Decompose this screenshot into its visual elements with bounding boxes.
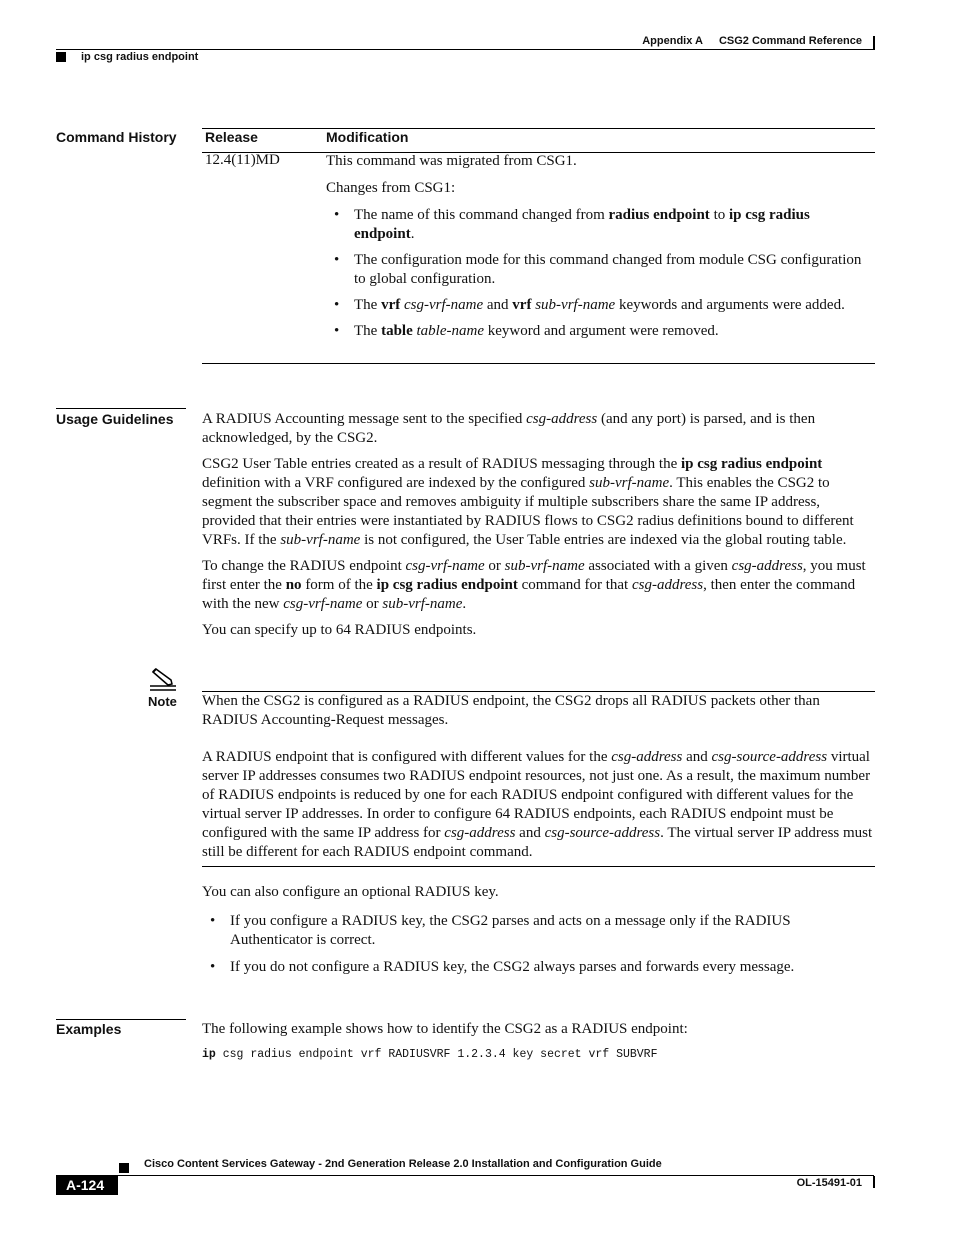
note-body	[202, 692, 875, 869]
header-block	[56, 52, 66, 62]
footer-bar	[873, 1176, 875, 1188]
usage-section-rule	[56, 408, 186, 409]
modification-cell	[326, 152, 871, 348]
usage-body	[202, 410, 875, 647]
footer-book-title: Cisco Content Services Gateway - 2nd Generation Release 2.0 Installation and Configuration Guide	[144, 1158, 662, 1170]
column-header-modification: Modification	[326, 129, 409, 145]
usage-paragraph-5: You can also configure an optional RADIUS key.	[202, 884, 499, 900]
release-cell: 12.4(11)MD	[205, 152, 280, 168]
header-bar	[873, 36, 875, 50]
column-header-release: Release	[205, 129, 258, 145]
changes-intro: Changes from CSG1:	[326, 180, 456, 196]
appendix-label: Appendix A	[642, 35, 703, 47]
footer-block	[119, 1163, 129, 1173]
usage-paragraph-1: A RADIUS Accounting message sent to the specified csg-address (and any port) is parsed, and is then acknowledged, by the CSG2.	[202, 411, 816, 446]
page-number: A-124	[56, 1175, 118, 1195]
command-history-label: Command History	[56, 129, 177, 145]
radius-key-list	[202, 912, 875, 977]
table-bottom-rule	[202, 363, 875, 364]
code-text: csg radius endpoint vrf RADIUSVRF 1.2.3.4 key secret vrf SUBVRF	[215, 1048, 658, 1061]
note-bottom-rule	[202, 866, 875, 867]
document-id: OL-15491-01	[796, 1177, 862, 1189]
note-paragraph-2: A RADIUS endpoint that is configured with different values for the csg-address and csg-source-address virtual server IP addresses consumes two RADIUS endpoint resources, not just one. As a result, the maximum number of RADIUS endpoints is reduced by one for each RADIUS endpoint configured with different values for the virtual server IP addresses. In order to configure 64 RADIUS endpoints, each RADIUS endpoint must be configured with the same IP address for csg-address and csg-source-address. The virtual server IP address must still be different for each RADIUS endpoint command.	[202, 749, 873, 860]
usage-paragraph-2: CSG2 User Table entries created as a result of RADIUS messaging through the ip csg radius endpoint definition with a VRF configured are indexed by the configured sub-vrf-name. This enables the CSG2 to segment the subscriber space and removes ambiguity if multiple subscribers share the same IP address, provided that their entries were instantiated by RADIUS flows to CSG2 radius definitions bound to different VRFs. If the sub-vrf-name is not configured, the User Table entries are indexed via the global routing table.	[202, 456, 854, 548]
list-item: • The vrf csg-vrf-name and vrf sub-vrf-name keywords and arguments were added.	[334, 297, 845, 313]
list-item: • The table table-name keyword and argument were removed.	[334, 323, 719, 339]
usage-paragraph-4: You can specify up to 64 RADIUS endpoints.	[202, 622, 477, 638]
examples-intro: The following example shows how to identify the CSG2 as a RADIUS endpoint:	[202, 1021, 688, 1037]
running-header-right	[642, 35, 862, 47]
usage-paragraph-3: To change the RADIUS endpoint csg-vrf-name or sub-vrf-name associated with a given csg-address, you must first enter the no form of the ip csg radius endpoint command for that csg-address, then enter the command with the new csg-vrf-name or sub-vrf-name.	[202, 558, 866, 612]
usage-body-after-note	[202, 883, 875, 984]
example-code	[202, 1048, 657, 1061]
header-command: ip csg radius endpoint	[81, 51, 199, 63]
usage-guidelines-label: Usage Guidelines	[56, 411, 174, 427]
list-item: • The configuration mode for this command changed from module CSG configuration to global configuration.	[334, 252, 862, 287]
note-label: Note	[148, 694, 177, 709]
examples-section-rule	[56, 1019, 186, 1020]
pencil-note-icon	[148, 668, 178, 692]
list-item: • If you do not configure a RADIUS key, the CSG2 always parses and forwards every message.	[210, 959, 795, 975]
list-item: • If you configure a RADIUS key, the CSG2 parses and acts on a message only if the RADIUS Authenticator is correct.	[210, 913, 791, 948]
footer-rule	[117, 1175, 874, 1176]
table-top-rule	[202, 128, 875, 129]
chapter-title: CSG2 Command Reference	[718, 35, 862, 47]
header-rule	[56, 49, 874, 50]
examples-label: Examples	[56, 1021, 122, 1037]
list-item: • The name of this command changed from radius endpoint to ip csg radius endpoint.	[334, 207, 810, 242]
migrated-text: This command was migrated from CSG1.	[326, 153, 577, 169]
changes-list	[326, 206, 871, 341]
note-paragraph-1: When the CSG2 is configured as a RADIUS endpoint, the CSG2 drops all RADIUS packets other than RADIUS Accounting-Request messages.	[202, 693, 820, 728]
code-keyword: ip	[202, 1048, 216, 1061]
